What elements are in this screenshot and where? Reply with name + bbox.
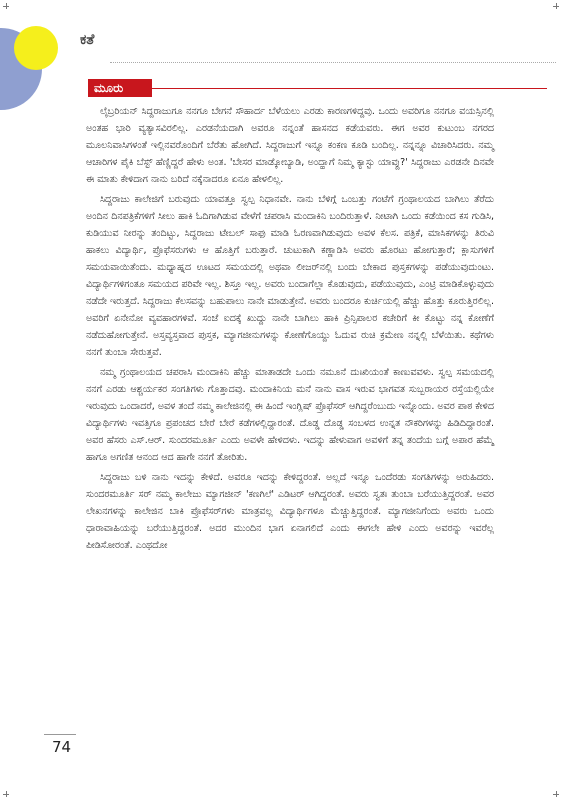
crop-mark-bottom-right [553,791,559,797]
chapter-badge: ಮೂರು [88,79,152,97]
crop-mark-top-left [3,3,9,9]
story-body [86,103,494,557]
crop-mark-bottom-left [3,791,9,797]
header-dotted-divider [110,62,556,63]
paragraph: ಸಿದ್ದರಾಜು ಬಳಿ ನಾನು ಇದನ್ನು ಕೇಳಿದೆ. ಅವರೂ ಇದನ್ನು ಕೇಳಿದ್ದರಂತೆ. ಅಲ್ಲದೆ ಇನ್ನೂ ಒಂದೆರಡು ಸಂಗತಿಗಳನ್ನು ಅರುಹಿದರು. ಸುಂದರಮೂರ್ತಿ ಸರ್ ನಮ್ಮ ಕಾಲೇಜು ಮ್ಯಾಗಜೀನ್ 'ಕಣಗಿಲೆ' ಎಡಿಟರ್ ಆಗಿದ್ದರಂತೆ. ಅವರು ಸ್ವತಃ ತುಂಬಾ ಬರೆಯುತ್ತಿದ್ದರಂತೆ. ಅವರ ಲೇಖನಗಳನ್ನು ಕಾಲೇಜಿನ ಬಾಕಿ ಪ್ರೊಫೆಸರ್‌ಗಳು ಮಾತ್ರವಲ್ಲ ವಿದ್ಯಾರ್ಥಿಗಳೂ ಮೆಚ್ಚುತ್ತಿದ್ದರಂತೆ. ಮ್ಯಾಗಜೀನಿಗೆಂದು ಅವರು ಒಂದು ಧಾರಾವಾಹಿಯನ್ನು ಬರೆಯುತ್ತಿದ್ದರಂತೆ. ಅದರ ಮುಂದಿನ ಭಾಗ ಏನಾಗಲಿದೆ ಎಂದು ಈಗಲೇ ಹೇಳಿ ಎಂದು ಅವರನ್ನು ಇವರೆಲ್ಲ ಪೀಡಿಸೋರಂತೆ. ಎಂಥದೋ [86,472,494,551]
paragraph: ಲೈಬ್ರರಿಯನ್ ಸಿದ್ದರಾಜುಗೂ ನನಗೂ ಬೇಗನೆ ಸೌಹಾರ್ದ ಬೆಳೆಯಲು ಎರಡು ಕಾರಣಗಳಿದ್ದವು. ಒಂದು ಅವರಿಗೂ ನನಗೂ ವಯಸ್ಸಿನಲ್ಲಿ ಅಂತಹ ಭಾರಿ ವ್ಯತ್ಯಾಸವಿರಲಿಲ್ಲ. ಎರಡನೆಯದಾಗಿ ಅವರೂ ನನ್ನಂತೆ ಹಾಸನದ ಕಡೆಯವರು. ಈಗ ಅವರ ಕುಟುಂಬ ನಗರದ ಮೂಲನಿವಾಸಿಗಳಂತೆ ಇಲ್ಲಿನವರೊಂದಿಗೆ ಬೆರೆತು ಹೋಗಿದೆ. ಸಿದ್ದರಾಜುಗೆ ಇನ್ನೂ ಕಂಕಣ ಕೂಡಿ ಬಂದಿಲ್ಲ. ನನ್ನನ್ನೂ ವಿಚಾರಿಸಿದರು. ನಮ್ಮ ಆಚಾರಿಗಳ ಪೈಕಿ ಬೆಸ್ಟ್ ಹೆಣ್ಣಿದ್ದರೆ ಹೇಳು ಅಂತ. 'ಬೇಸರ ಮಾಡ್ಕೋಬ್ಯಾಡಿ, ಅಂದ್ಹಾಗೆ ನಿಮ್ಮ ಕ್ಯಾಸ್ಟು ಯಾವ್ದು?' ಸಿದ್ದರಾಜು ಎರಡನೇ ದಿನವೇ ಈ ಮಾತು ಕೇಳಿದಾಗ ನಾನು ಬರಿದೆ ನಕ್ಕೆನಾದರೂ ಏನೂ ಹೇಳಲಿಲ್ಲ. [86,106,494,185]
footer-divider [44,734,76,735]
decorative-yellow-circle [14,26,58,70]
paragraph: ನಮ್ಮ ಗ್ರಂಥಾಲಯದ ಚಪರಾಸಿ ಮಂದಾಕಿನಿ ಹೆಚ್ಚು ಮಾತಾಡದೇ ಒಂದು ನಮೂನೆ ದುಃಖಿಯಂತೆ ಕಾಣುವವಳು. ಸ್ವಲ್ಪ ಸಮಯದಲ್ಲಿ ನನಗೆ ಎರಡು ಆಶ್ಚರ್ಯಕರ ಸಂಗತಿಗಳು ಗೊತ್ತಾದವು. ಮಂದಾಕಿನಿಯ ಮನೆ ನಾನು ವಾಸ ಇರುವ ಭಾಗವತ ಸುಬ್ಬರಾಯರ ರಸ್ತೆಯಲ್ಲಿಯೇ ಇರುವುದು ಒಂದಾದರೆ, ಅವಳ ತಂದೆ ನಮ್ಮ ಕಾಲೇಜಿನಲ್ಲಿ ಈ ಹಿಂದೆ ಇಂಗ್ಲಿಷ್ ಪ್ರೊಫೆಸರ್ ಆಗಿದ್ದರೆಂಬುದು ಇನ್ನೊಂದು. ಅವರ ಪಾಠ ಕೇಳಿದ ವಿದ್ಯಾರ್ಥಿಗಳು ಇವತ್ತಿಗೂ ಪ್ರಪಂಚದ ಬೇರೆ ಬೇರೆ ಕಡೆಗಳಲ್ಲಿದ್ದಾರಂತೆ. ದೊಡ್ಡ ದೊಡ್ಡ ಸಂಬಳದ ಉನ್ನತ ನೌಕರಿಗಳನ್ನು ಹಿಡಿದಿದ್ದಾರಂತೆ. ಅವರ ಹೆಸರು ಎಸ್.ಆರ್. ಸುಂದರಮೂರ್ತಿ ಎಂದು ಅವಳೇ ಹೇಳಿದಳು. ಇದನ್ನು ಹೇಳುವಾಗ ಅವಳಿಗೆ ತನ್ನ ತಂದೆಯ ಬಗ್ಗೆ ಅಪಾರ ಹೆಮ್ಮೆ ಹಾಗೂ ಅಗಣಿತ ಆನಂದ ಆದ ಹಾಗೇ ನನಗೆ ತೋರಿತು. [86,367,494,463]
page-number: 74 [52,738,72,756]
section-title: ಕತೆ [80,32,95,48]
paragraph: ಸಿದ್ದರಾಜು ಕಾಲೇಜಿಗೆ ಬರುವುದು ಯಾವತ್ತೂ ಸ್ವಲ್ಪ ನಿಧಾನವೇ. ನಾನು ಬೆಳಿಗ್ಗೆ ಒಂಬತ್ತು ಗಂಟೆಗೆ ಗ್ರಂಥಾಲಯದ ಬಾಗಿಲು ತೆರೆದು ಅಂದಿನ ದಿನಪತ್ರಿಕೆಗಳಿಗೆ ಸೀಲು ಹಾಕಿ ಓದಿಗಾಗಿಡುವ ವೇಳೆಗೆ ಚಪರಾಸಿ ಮಂದಾಕಿನಿ ಬಂದಿರುತ್ತಾಳೆ. ನೀಟಾಗಿ ಒಂದು ಕಡೆಯಿಂದ ಕಸ ಗುಡಿಸಿ, ಕುಡಿಯುವ ನೀರನ್ನು ತಂದಿಟ್ಟು, ಸಿದ್ದರಾಜು ಟೇಬಲ್ ಸಾಫು ಮಾಡಿ ಓರಣವಾಗಿಡುವುದು ಅವಳ ಕೆಲಸ. ಪತ್ರಿಕೆ, ಮಾಸಿಕಗಳನ್ನು ತಿರುವಿ ಹಾಕಲು ವಿದ್ಯಾರ್ಥಿ, ಪ್ರೊಫೆಸರುಗಳು ಆ ಹೊತ್ತಿಗೆ ಬರುತ್ತಾರೆ. ಚುಟುಕಾಗಿ ಕಣ್ಣಾಡಿಸಿ ಅವರು ಹೊರಟು ಹೋಗುತ್ತಾರೆ; ಕ್ಲಾಸುಗಳಿಗೆ ಸಮಯವಾಯಿತೆಂದು. ಮಧ್ಯಾಹ್ನದ ಊಟದ ಸಮಯದಲ್ಲಿ ಅಥವಾ ಲೀಜರ್‌ನಲ್ಲಿ ಬಂದು ಬೇಕಾದ ಪುಸ್ತಕಗಳನ್ನು ಪಡೆಯುವುದುಂಟು. ವಿದ್ಯಾರ್ಥಿಗಳಿಗಂತೂ ಸಮಯದ ಪರಿವೇ ಇಲ್ಲ. ಶಿಸ್ತೂ ಇಲ್ಲ. ಅವರು ಬಂದಾಗೆಲ್ಲಾ ಕೊಡುವುದು, ಪಡೆಯುವುದು, ಎಂಟ್ರಿ ಮಾಡಿಕೊಳ್ಳುವುದು ನಡೆದೇ ಇರುತ್ತದೆ. ಸಿದ್ದರಾಜು ಕೆಲಸವನ್ನು ಬಹುಪಾಲು ನಾನೇ ಮಾಡುತ್ತೇನೆ. ಅವರು ಬಂದರೂ ಕುರ್ಚಿಯಲ್ಲಿ ಹೆಚ್ಚು ಹೊತ್ತು ಕೂರುತ್ತಿರಲಿಲ್ಲ. ಅವರಿಗೆ ಏನೇನೋ ವ್ಯವಹಾರಗಳಿವೆ. ಸಂಜೆ ಐದಕ್ಕೆ ಖುದ್ದು ನಾನೇ ಬಾಗಿಲು ಹಾಕಿ ಪ್ರಿನ್ಸಿಪಾಲರ ಕಚೇರಿಗೆ ಕೀ ಕೊಟ್ಟು ನನ್ನ ಕೋಣೆಗೆ ನಡೆದುಹೋಗುತ್ತೇನೆ. ಅಸ್ತವ್ಯಸ್ತವಾದ ಪುಸ್ತಕ, ಮ್ಯಾಗಜೀನುಗಳನ್ನು ಕೋಣೆಗೊಯ್ದು ಓದುವ ರುಚಿ ಕ್ರಮೇಣ ನನ್ನಲ್ಲಿ ಬೆಳೆಯಿತು. ಕಥೆಗಳು ನನಗೆ ತುಂಬಾ ಸೇರುತ್ತವೆ. [86,194,494,358]
crop-mark-top-right [553,3,559,9]
chapter-divider [152,88,547,89]
